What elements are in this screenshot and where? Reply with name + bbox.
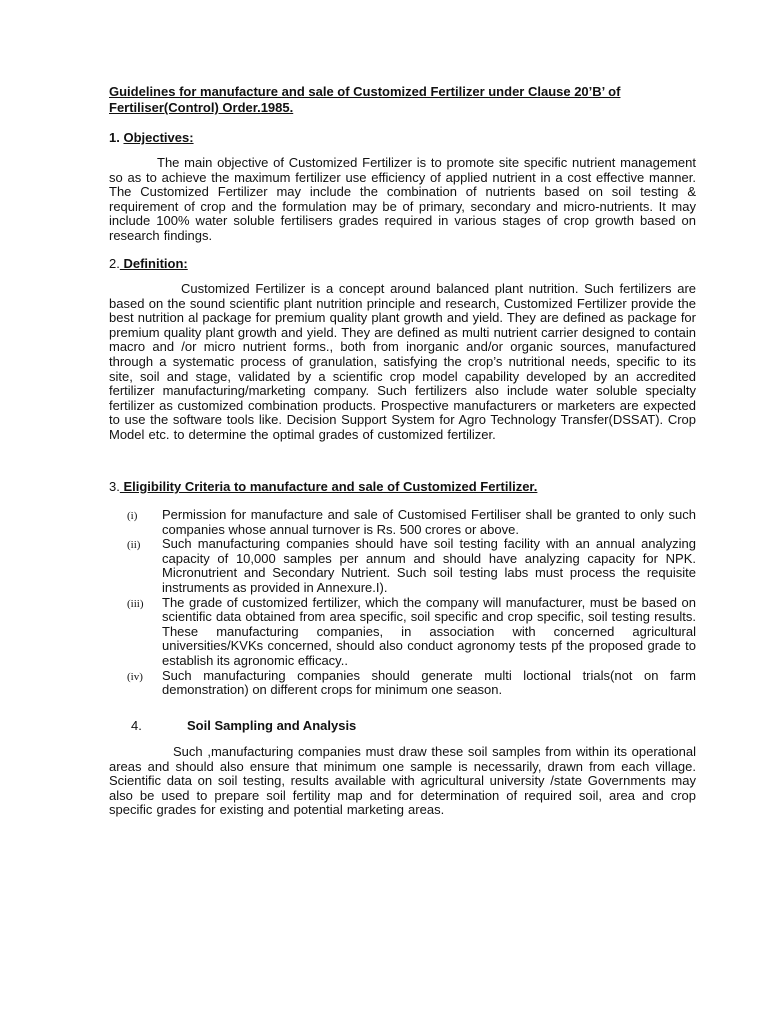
list-item	[120, 596, 696, 669]
list-item-marker: (i)	[127, 510, 138, 522]
eligibility-heading	[109, 479, 537, 495]
soil-paragraph: Such ,manufacturing companies must draw these soil samples from within its operational areas and should also ensure that minimum one sample is necessarily, drawn from each village. Scientific data on soil testing, results available with agricultural university /state Governments may also be used to prepare soil fertility map and for determination of required soil, area and crop specific grades for existing and potential marketing areas.	[109, 744, 696, 818]
list-item	[120, 537, 696, 595]
soil-title: Soil Sampling and Analysis	[187, 718, 357, 733]
eligibility-number: 3.	[109, 479, 120, 494]
soil-number: 4.	[131, 718, 142, 733]
list-item-text: Permission for manufacture and sale of Customised Fertiliser shall be granted to only such companies whose annual turnover is Rs. 500 crores or above.	[162, 507, 696, 537]
list-item-marker: (iii)	[127, 597, 144, 610]
soil-heading	[131, 718, 356, 734]
definition-paragraph: Customized Fertilizer is a concept around balanced plant nutrition. Such fertilizers are based on the sound scientific plant nutrition principle and research, Customized Fertilizer provide the best nutrition al package for premium quality plant growth and yield. They are defined as package for premium quality plant growth and yield. They are defined as multi nutrient carrier designed to contain macro and /or micro nutrient forms., both from inorganic and/or organic sources, manufactured through a systematic process of granulation, satisfying the crop’s nutritional needs, specific to its site, soil and stage, validated by a scientific crop model capability developed by an accredited fertilizer manufacturing/marketing company. Such fertilizers also include water soluble specialty fertilizer as customized combination products. Prospective manufacturers or marketers are expected to use the software tools like. Decision Support System for Agro Technology Transfer(DSSAT). Crop Model etc. to determine the optimal grades of customized fertilizer.	[109, 281, 696, 442]
eligibility-list	[120, 508, 696, 698]
definition-heading	[109, 256, 188, 272]
document-title: Guidelines for manufacture and sale of Customized Fertilizer under Clause 20’B’ of Fertiliser(Control) Order.1985.	[109, 84, 621, 115]
list-item	[120, 508, 696, 537]
list-item	[120, 669, 696, 698]
eligibility-title: Eligibility Criteria to manufacture and sale of Customized Fertilizer.	[119, 479, 538, 494]
objectives-number: 1.	[109, 130, 120, 145]
definition-title: Definition:	[119, 256, 188, 271]
list-item-text: Such manufacturing companies should have soil testing facility with an annual analyzing capacity of 10,000 samples per annum and should have analyzing capacity for NPK. Micronutrient and Secondary Nutrient. Such soil testing labs must process the requisite instruments as provided in Annexure.I).	[162, 536, 696, 595]
objectives-heading	[109, 130, 194, 146]
list-item-text: The grade of customized fertilizer, which the company will manufacturer, must be based on scientific data obtained from area specific, soil specific and crop specific, soil testing results. These manufacturing companies, in association with concerned agricultural universities/KVKs concerned, should also conduct agronomy tests pf the proposed grade to establish its agronomic efficacy..	[162, 594, 696, 668]
list-item-marker: (iv)	[127, 670, 143, 683]
objectives-paragraph: The main objective of Customized Fertilizer is to promote site specific nutrient management so as to achieve the maximum fertilizer use efficiency of applied nutrient in a cost effective manner. The Customized Fertilizer may include the combination of nutrients based on soil testing & requirement of crop and the formulation may be of primary, secondary and micro-nutrients. It may include 100% water soluble fertilisers grades required in various stages of crop growth based on research findings.	[109, 155, 696, 243]
objectives-title: Objectives:	[123, 130, 194, 145]
list-item-marker: (ii)	[127, 539, 141, 552]
list-item-text: Such manufacturing companies should generate multi loctional trials(not on farm demonstration) on different crops for minimum one season.	[162, 667, 696, 698]
definition-number: 2.	[109, 256, 120, 271]
